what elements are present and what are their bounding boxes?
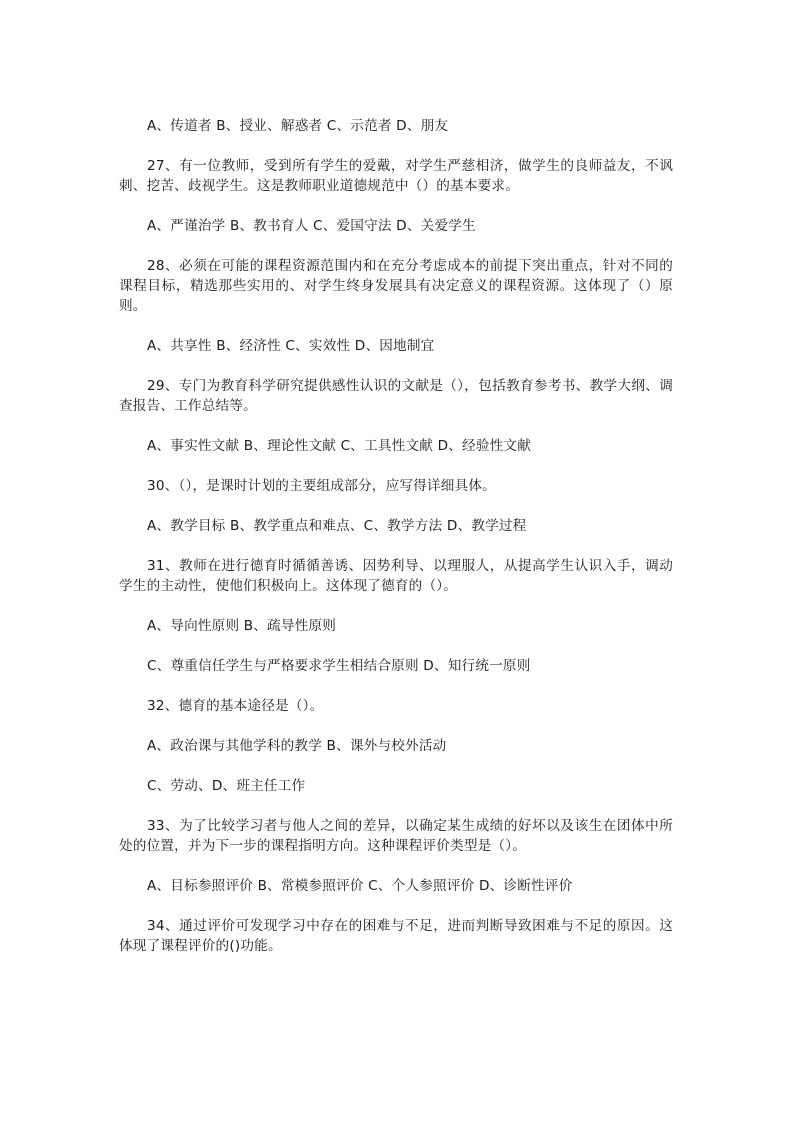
answer-options-26: A、传道者 B、授业、解惑者 C、示范者 D、朋友: [147, 118, 449, 134]
question-33: 33、为了比较学习者与他人之间的差异，以确定某生成绩的好坏以及该生在团体中所处的位置，并为下一步的课程指明方向。这种课程评价类型是（）。: [119, 818, 673, 854]
answer-options-31-ab: A、导向性原则 B、疏导性原则: [147, 618, 337, 634]
question-31: 31、教师在进行德育时循循善诱、因势利导、以理服人，从提高学生认识入手，调动学生的主动性，使他们积极向上。这体现了德育的（）。: [119, 558, 673, 594]
answer-options-32-cd: C、劳动、D、班主任工作: [147, 778, 306, 794]
question-30: 30、（），是课时计划的主要组成部分，应写得详细具体。: [147, 478, 496, 494]
question-28: 28、必须在可能的课程资源范围内和在充分考虑成本的前提下突出重点，针对不同的课程目标，精选那些实用的、对学生终身发展具有决定意义的课程资源。这体现了（）原则。: [119, 258, 673, 314]
document-page: [119, 116, 673, 976]
answer-options-31-cd: C、尊重信任学生与严格要求学生相结合原则 D、知行统一原则: [147, 658, 531, 674]
answer-options-27: A、严谨治学 B、教书育人 C、爱国守法 D、关爱学生: [147, 218, 476, 234]
answer-options-30: A、教学目标 B、教学重点和难点、C、教学方法 D、教学过程: [147, 518, 527, 534]
answer-options-28: A、共享性 B、经济性 C、实效性 D、因地制宜: [147, 338, 435, 354]
answer-options-29: A、事实性文献 B、理论性文献 C、工具性文献 D、经验性文献: [147, 438, 531, 454]
answer-options-33: A、目标参照评价 B、常模参照评价 C、个人参照评价 D、诊断性评价: [147, 878, 573, 894]
question-27: 27、有一位教师，受到所有学生的爱戴，对学生严慈相济，做学生的良师益友，不讽刺、挖苦、歧视学生。这是教师职业道德规范中（）的基本要求。: [119, 158, 673, 194]
question-29: 29、专门为教育科学研究提供感性认识的文献是（），包括教育参考书、教学大纲、调查报告、工作总结等。: [119, 378, 673, 414]
question-32: 32、德育的基本途径是（）。: [147, 698, 324, 714]
answer-options-32-ab: A、政治课与其他学科的教学 B、课外与校外活动: [147, 738, 447, 754]
question-34: 34、通过评价可发现学习中存在的困难与不足，进而判断导致困难与不足的原因。这体现了课程评价的()功能。: [119, 918, 673, 954]
